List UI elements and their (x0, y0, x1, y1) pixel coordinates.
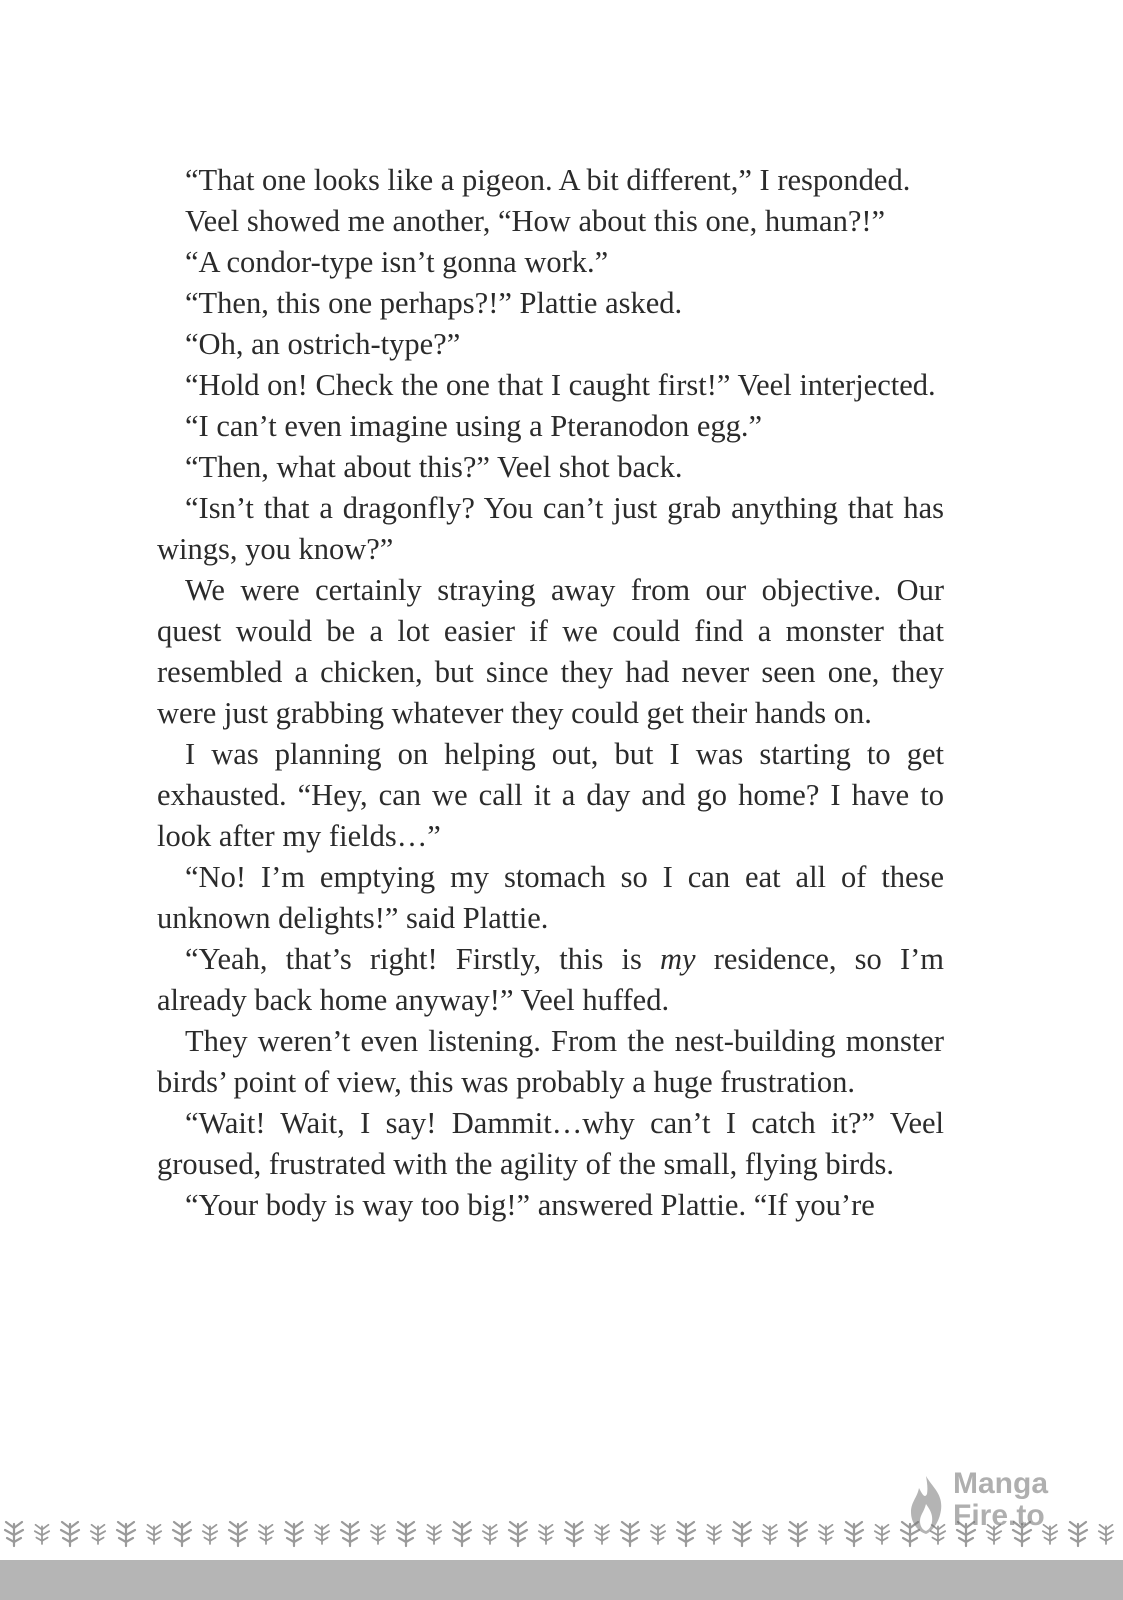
leaf-sprig-icon (420, 1512, 448, 1552)
paragraph: “Your body is way too big!” answered Plattie. “If you’re (185, 1188, 875, 1222)
paragraph: “Wait! Wait, I say! Dammit…why can’t I catch it?” Veel groused, frustrated with the agility of the small, flying birds. (157, 1106, 944, 1181)
leaf-sprig-icon (672, 1512, 700, 1552)
leaf-sprig-icon (560, 1512, 588, 1552)
leaf-sprig-icon (336, 1512, 364, 1552)
paragraph-segment: residence, so I’m already back home anyway!” Veel huffed. (157, 942, 944, 1017)
paragraph: Veel showed me another, “How about this one, human?!” (185, 204, 886, 238)
leaf-sprig-icon (196, 1512, 224, 1552)
paragraph: “A condor-type isn’t gonna work.” (185, 245, 609, 279)
leaf-sprig-icon (140, 1512, 168, 1552)
paragraph (157, 939, 944, 1021)
paragraph-segment: “Yeah, that’s right! Firstly, this is (185, 942, 660, 976)
page-body-text (157, 160, 944, 1226)
leaf-sprig-icon (56, 1512, 84, 1552)
leaf-sprig-icon (280, 1512, 308, 1552)
paragraph: “Isn’t that a dragonfly? You can’t just grab anything that has wings, you know?” (157, 491, 944, 566)
leaf-sprig-icon (84, 1512, 112, 1552)
watermark (903, 1468, 1083, 1548)
flame-logo-icon (903, 1474, 949, 1545)
leaf-sprig-icon (784, 1512, 812, 1552)
leaf-sprig-icon (504, 1512, 532, 1552)
leaf-sprig-icon (756, 1512, 784, 1552)
leaf-sprig-icon (224, 1512, 252, 1552)
leaf-sprig-icon (364, 1512, 392, 1552)
leaf-sprig-icon (588, 1512, 616, 1552)
paragraph: “Hold on! Check the one that I caught first!” Veel interjected. (185, 368, 936, 402)
paragraph: We were certainly straying away from our objective. Our quest would be a lot easier if we could find a monster that resembled a chicken, but since they had never seen one, they were just grabbing whatever they could get their hands on. (157, 573, 944, 730)
paragraph: “Then, what about this?” Veel shot back. (185, 450, 683, 484)
watermark-text: Fire.to (953, 1499, 1045, 1532)
leaf-sprig-icon (700, 1512, 728, 1552)
leaf-sprig-icon (840, 1512, 868, 1552)
emphasis-word: my (660, 942, 696, 976)
leaf-sprig-icon (252, 1512, 280, 1552)
leaf-sprig-icon (532, 1512, 560, 1552)
leaf-sprig-icon (392, 1512, 420, 1552)
paragraph: “I can’t even imagine using a Pteranodon egg.” (185, 409, 763, 443)
paragraph: I was planning on helping out, but I was starting to get exhausted. “Hey, can we call it a day and go home? I have to look after my fields…” (157, 737, 944, 853)
leaf-sprig-icon (616, 1512, 644, 1552)
leaf-sprig-icon (644, 1512, 672, 1552)
leaf-sprig-icon (112, 1512, 140, 1552)
paragraph: “No! I’m emptying my stomach so I can eat all of these unknown delights!” said Plattie. (157, 860, 944, 935)
leaf-sprig-icon (812, 1512, 840, 1552)
leaf-sprig-icon (308, 1512, 336, 1552)
leaf-sprig-icon (728, 1512, 756, 1552)
leaf-sprig-icon (168, 1512, 196, 1552)
leaf-sprig-icon (868, 1512, 896, 1552)
leaf-sprig-icon (0, 1512, 28, 1552)
leaf-sprig-icon (448, 1512, 476, 1552)
watermark-text: Manga (953, 1467, 1049, 1500)
paragraph: “Oh, an ostrich-type?” (185, 327, 461, 361)
paragraph: “Then, this one perhaps?!” Plattie asked. (185, 286, 683, 320)
leaf-sprig-icon (476, 1512, 504, 1552)
footer-gray-band (0, 1560, 1123, 1600)
leaf-sprig-icon (1092, 1512, 1120, 1552)
paragraph: “That one looks like a pigeon. A bit different,” I responded. (185, 163, 911, 197)
leaf-sprig-icon (28, 1512, 56, 1552)
paragraph: They weren’t even listening. From the nest-building monster birds’ point of view, this was probably a huge frustration. (157, 1024, 944, 1099)
